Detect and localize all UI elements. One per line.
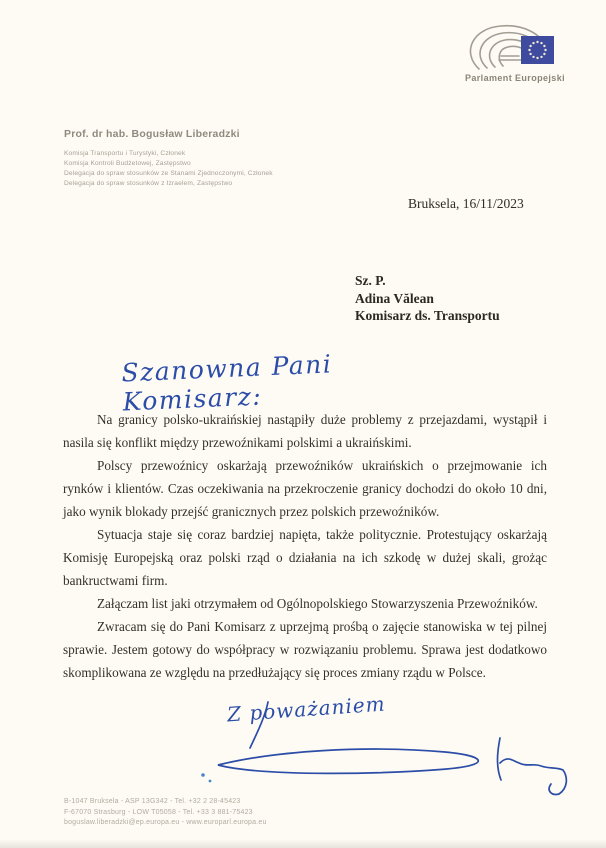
footer-contact-block (64, 797, 267, 829)
recipient-salutation: Sz. P. (355, 273, 386, 288)
letterhead-logo-block (440, 22, 590, 83)
footer-email-web: boguslaw.liberadzki@ep.europa.eu - www.europarl.europa.eu (64, 819, 267, 826)
body-paragraph: Zwracam się do Pani Komisarz z uprzejmą prośbą o zajęcie stanowiska w tej pilnej sprawie. Jestem gotowy do współpracy w rozwiązaniu problemu. Sprawa jest dodatkowo skomplikowana ze względu na przedłużający się proces zmiany rządu w Polsce. (63, 619, 547, 680)
logo-caption: Parlament Europejski (464, 73, 566, 83)
scan-edge-shadow (0, 839, 606, 848)
sender-role: Komisja Kontroli Budżetowej, Zastępstwo (64, 160, 191, 167)
recipient-name: Adina Vălean (355, 290, 434, 306)
sender-role: Delegacja do spraw stosunków ze Stanami Zjednoczonymi, Członek (64, 170, 273, 177)
eu-flag-icon (521, 36, 554, 64)
sender-role: Komisja Transportu i Turystyki, Członek (64, 150, 186, 157)
body-paragraph: Załączam list jaki otrzymałem od Ogólnopolskiego Stowarzyszenia Przewoźników. (97, 596, 538, 611)
footer-address-brussels: B-1047 Bruksela - ASP 13G342 - Tel. +32 2 28-45423 (64, 798, 241, 805)
sender-roles (64, 149, 273, 189)
ink-dots (201, 773, 211, 782)
sender-name: Prof. dr hab. Bogusław Liberadzki (64, 128, 240, 140)
letter-body (63, 408, 547, 684)
body-paragraph: Sytuacja staje się coraz bardziej napięta, także politycznie. Protestujący oskarżają Komisję Europejską oraz polski rząd o działania na ich szkodę w dużej skali, grożąc bankructwami firm. (63, 527, 547, 588)
signature-flourish (195, 695, 575, 800)
sender-block (64, 128, 273, 189)
recipient-title: Komisarz ds. Transportu (355, 308, 500, 323)
body-paragraph: Polscy przewoźnicy oskarżają przewoźników ukraińskich o przejmowanie ich rynków i klientów. Czas oczekiwania na przekroczenie granicy dochodzi do około 10 dni, jako wynik blokady przejść granicznych przez polskich przewoźników. (63, 458, 547, 519)
footer-address-strasbourg: F-67070 Strasburg - LOW T05058 - Tel. +33 3 881-75423 (64, 808, 253, 816)
recipient-block (355, 272, 500, 325)
european-parliament-logo (443, 22, 588, 72)
body-paragraph: Na granicy polsko-ukraińskiej nastąpiły duże problemy z przejazdami, wystąpił i nasila się konflikt między przewoźnikami polskimi a ukraińskimi. (63, 412, 547, 450)
handwritten-greeting: Szanowna Pani Komisarz: (120, 349, 333, 417)
handwritten-closing: Z poważaniem (226, 691, 387, 727)
sender-role: Delegacja do spraw stosunków z Izraelem, Zastępstwo (64, 180, 233, 187)
dateline: Bruksela, 16/11/2023 (408, 196, 524, 211)
